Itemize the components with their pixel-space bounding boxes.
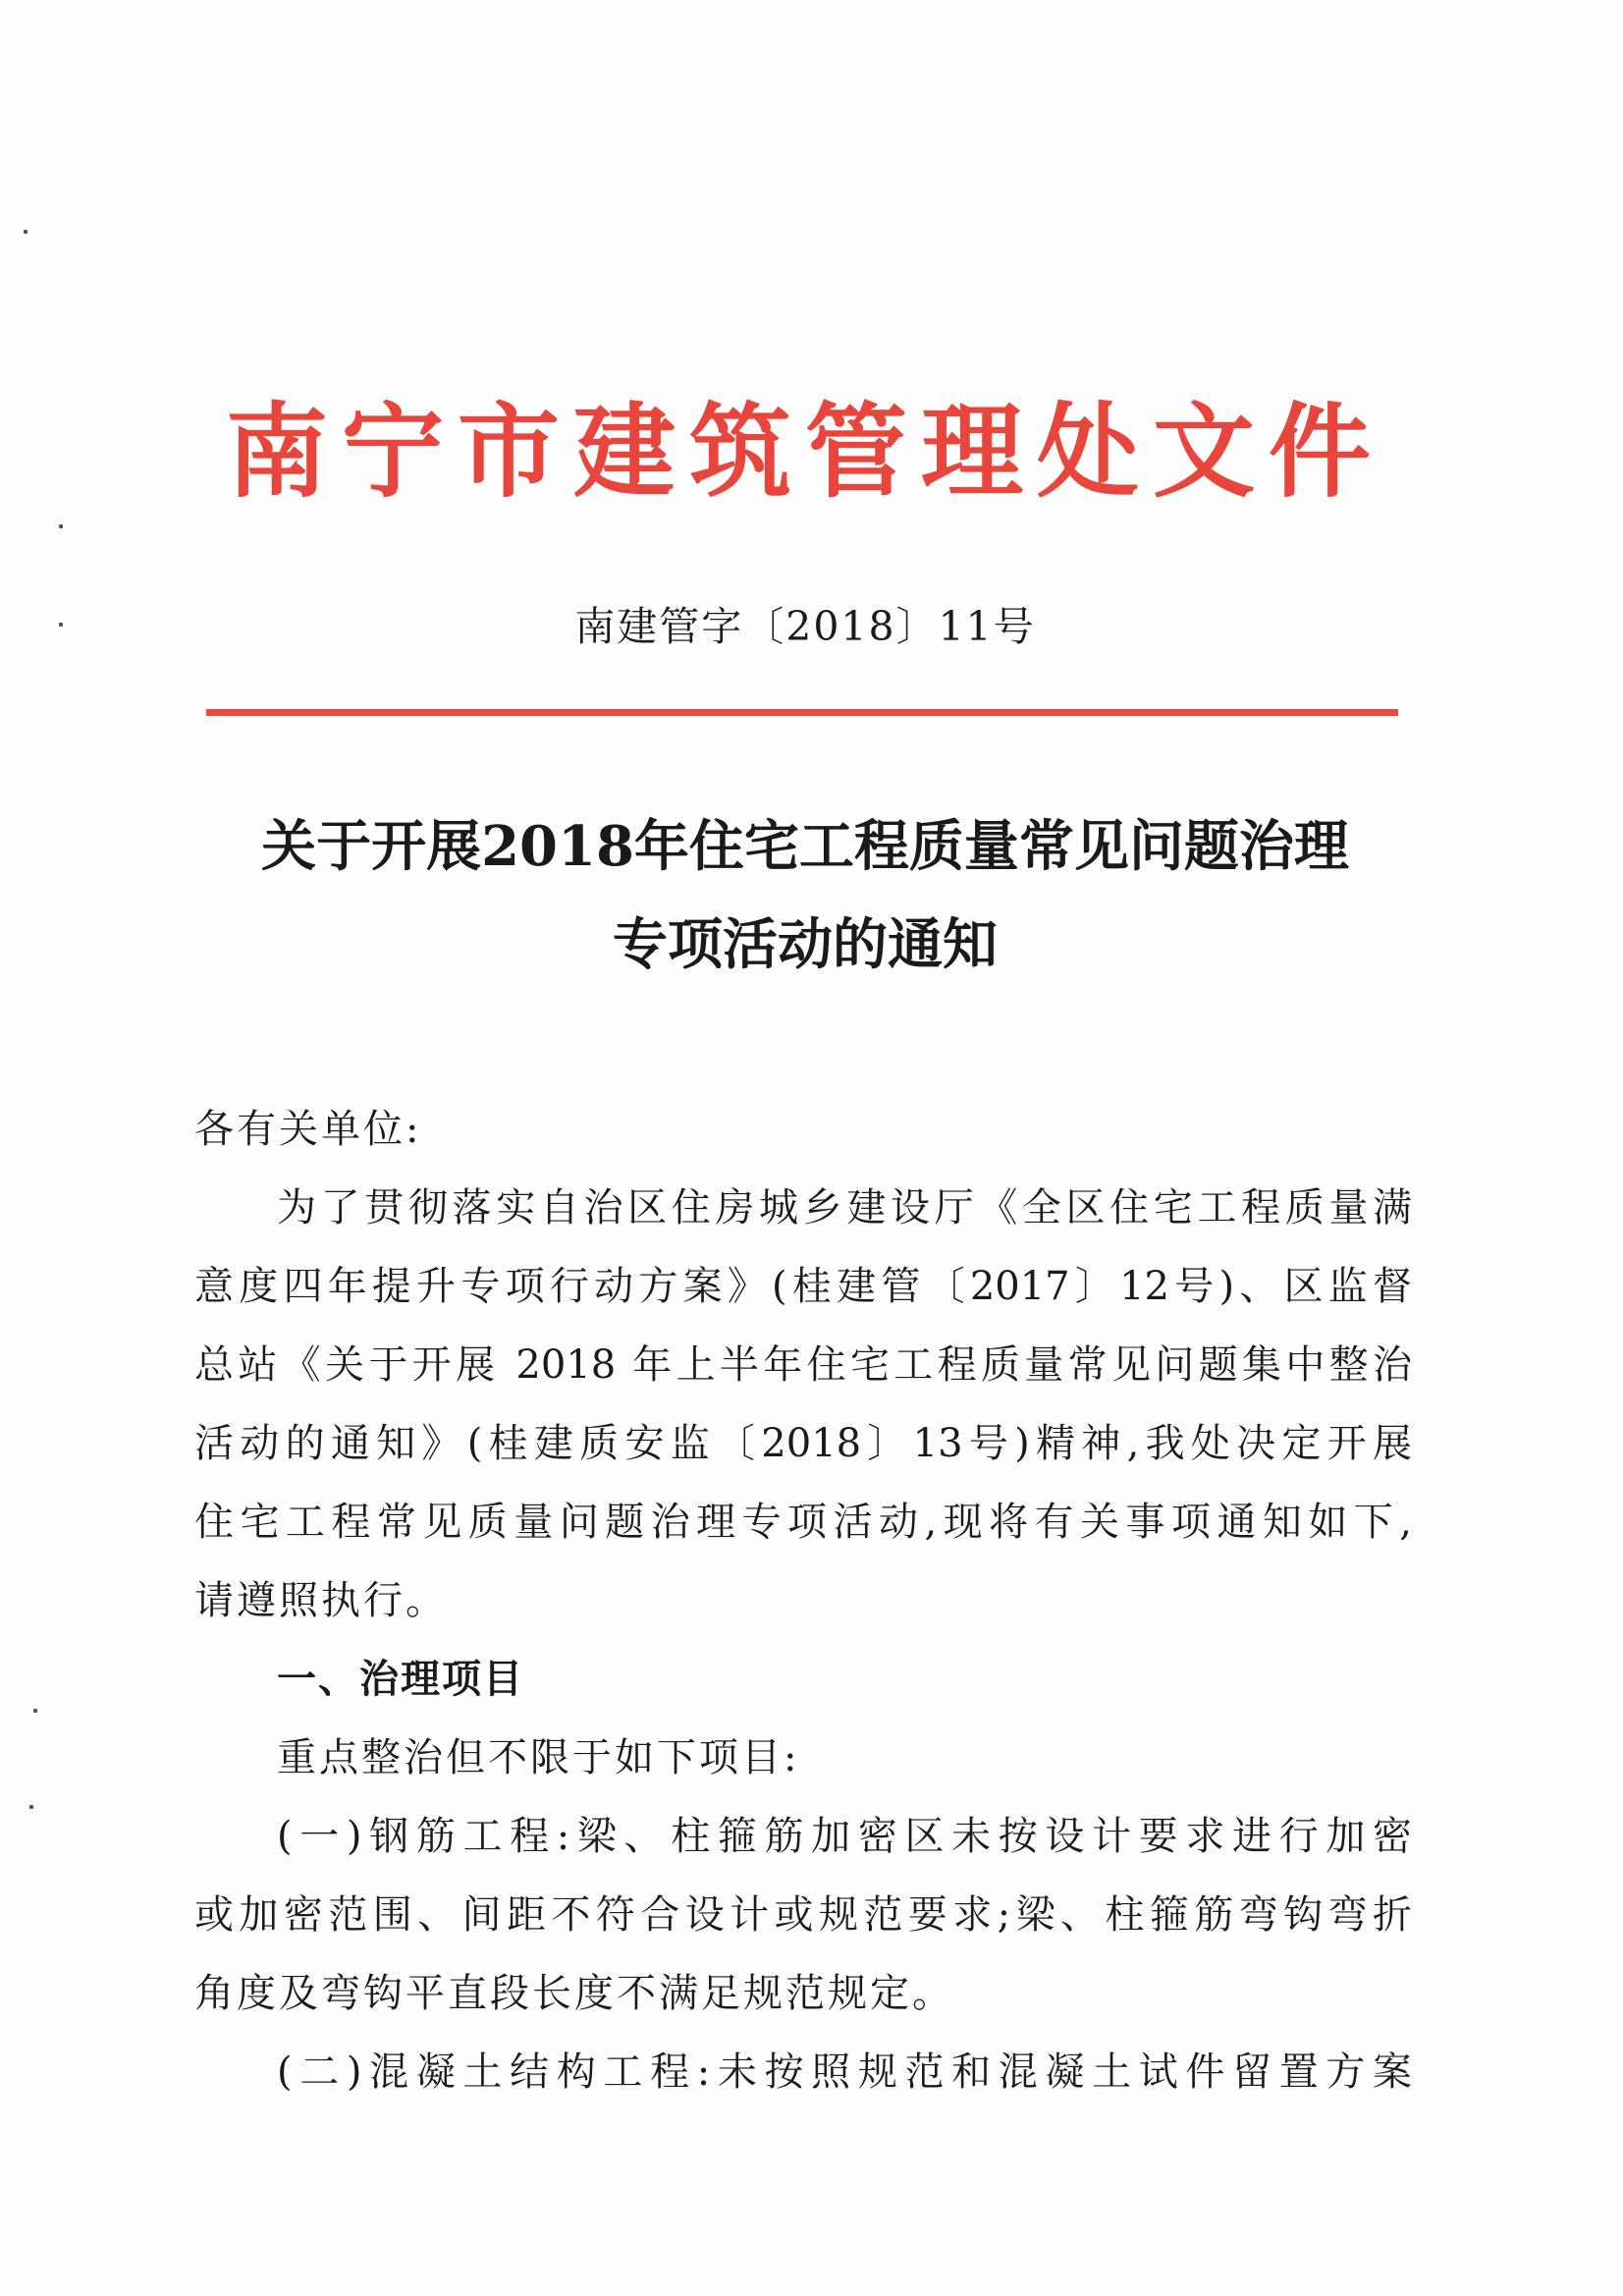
document-title-line-2: 专项活动的通知 xyxy=(613,912,998,977)
scan-mark xyxy=(24,230,27,234)
list-item-line: (二)混凝土结构工程:未按照规范和混凝土试件留置方案 xyxy=(277,2050,1412,2095)
paragraph-line: 总站《关于开展 2018 年上半年住宅工程质量常见问题集中整治 xyxy=(194,1342,1412,1388)
section-intro: 重点整治但不限于如下项目: xyxy=(277,1735,800,1780)
red-divider xyxy=(206,709,1398,716)
paragraph-line: 住宅工程常见质量问题治理专项活动,现将有关事项通知如下, xyxy=(194,1500,1412,1545)
scan-mark xyxy=(29,1805,33,1809)
paragraph-line: 为了贯彻落实自治区住房城乡建设厅《全区住宅工程质量满 xyxy=(277,1185,1412,1230)
document-number: 南建管字〔2018〕11号 xyxy=(574,603,1036,650)
salutation: 各有关单位: xyxy=(194,1107,422,1152)
scan-mark xyxy=(59,524,63,528)
scan-mark xyxy=(59,623,63,627)
list-item-line: (一)钢筋工程:梁、柱箍筋加密区未按设计要求进行加密 xyxy=(277,1814,1412,1859)
paragraph-line: 意度四年提升专项行动方案》(桂建管〔2017〕12号)、区监督 xyxy=(194,1264,1412,1309)
paragraph-line: 请遵照执行。 xyxy=(194,1578,448,1623)
scan-mark xyxy=(33,1709,37,1713)
paragraph-line: 活动的通知》(桂建质安监〔2018〕13号)精神,我处决定开展 xyxy=(194,1421,1412,1466)
masthead: 南宁市建筑管理处文件 xyxy=(225,391,1384,512)
list-item-line: 或加密范围、间距不符合设计或规范要求;梁、柱箍筋弯钩弯折 xyxy=(194,1892,1412,1938)
section-heading: 一、治理项目 xyxy=(277,1657,524,1702)
document-title-line-1: 关于开展2018年住宅工程质量常见问题治理 xyxy=(261,814,1349,879)
list-item-line: 角度及弯钩平直段长度不满足规范规定。 xyxy=(194,1971,954,2016)
